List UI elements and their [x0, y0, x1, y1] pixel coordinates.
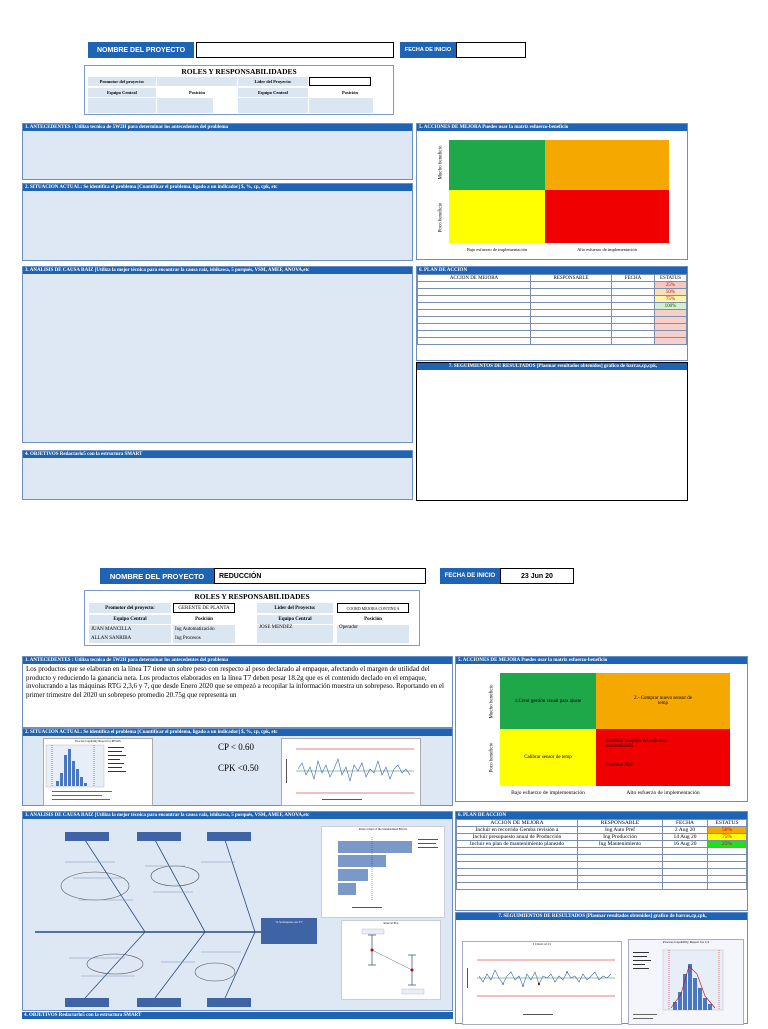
plan-cell[interactable]	[531, 338, 612, 345]
status-cell: 75%	[708, 834, 747, 841]
team-member-name: JOSE MENDEZ	[257, 625, 333, 643]
promoter-label: Promotor del proyecto:	[89, 603, 171, 613]
pareto-svg	[322, 831, 444, 917]
start-date-field-2[interactable]: 23 Jun 20	[500, 568, 574, 584]
section-acciones-mejora	[416, 123, 688, 260]
plan-responsible: Ing Mantenimiento	[578, 841, 663, 848]
chart-title: Process Capability Report for PESOS	[75, 739, 121, 743]
plan-cell[interactable]	[418, 324, 531, 331]
leader-field[interactable]: COORD MEJORA CONTINUA	[337, 603, 409, 613]
chart-title: Process Capability Report for C2	[662, 940, 710, 944]
plan-cell[interactable]	[663, 855, 708, 862]
team-positions-field-2[interactable]	[309, 98, 373, 113]
interval-svg	[342, 925, 440, 999]
position-label: Posición	[157, 88, 237, 97]
plan-cell[interactable]	[708, 876, 747, 883]
control-chart	[281, 738, 421, 806]
plan-cell[interactable]	[578, 883, 663, 890]
plan-cell[interactable]	[531, 310, 612, 317]
status-cell[interactable]	[655, 324, 687, 331]
plan-cell[interactable]	[457, 855, 578, 862]
team-member-position: Ing Automatización	[173, 625, 235, 634]
team-label: Equipo Central	[88, 88, 156, 97]
matrix-x-low: Bajo esfuerzo de implementación	[511, 790, 585, 796]
plan-cell[interactable]	[578, 855, 663, 862]
position-label-2: Posición	[337, 615, 409, 624]
plan-date: 16 Aug 20	[663, 841, 708, 848]
matrix-x-low: Bajo esfuerzo de implementación	[466, 247, 528, 252]
plan-date: 2 Aug 20	[663, 827, 708, 834]
matrix-y-low: Poco beneficio	[489, 742, 495, 772]
project-name-field-2[interactable]: REDUCCIÓN	[214, 568, 426, 584]
status-cell[interactable]	[655, 310, 687, 317]
matrix-quadrant-yellow[interactable]	[449, 190, 545, 243]
cpk-value: CPK <0.50	[218, 763, 259, 773]
plan-cell[interactable]	[612, 282, 655, 289]
matrix-item: Cambiar PLC	[606, 763, 634, 768]
project-name-label-2: NOMBRE DEL PROYECTO	[100, 568, 214, 584]
section-antecedentes[interactable]	[22, 123, 413, 180]
antecedentes-text: Los productos que se elaboran en la línea T7 tiene un sobre peso con respecto al peso declarado al empaque, afectando el margen de utilidad del producto y reduciendo la ganancia neta. Los productos elaborados en la línea T7 deben pesar 18.2g que es el contenido declado en el empaque, involucrando a las máquinas RTG 2,3,6 y 7, que desde Enero 2020 que se empezó a recopilar la información muestra un sobrepeso. Reportando en el primer trimestre del 2020 un sobrepeso promedio 20.75g que representa un	[26, 665, 444, 699]
roles-table-2	[84, 590, 420, 646]
capability-histogram-2	[629, 944, 743, 1024]
fishbone-diagram	[25, 822, 345, 1010]
leader-label: Lider del Proyecto:	[238, 77, 308, 86]
plan-cell[interactable]	[663, 862, 708, 869]
plan-cell[interactable]	[663, 848, 708, 855]
control-chart-svg	[282, 739, 420, 805]
team-positions-field[interactable]	[157, 98, 213, 113]
project-name-label: NOMBRE DEL PROYECTO	[88, 42, 194, 58]
matrix-quadrant-red[interactable]	[596, 729, 730, 786]
plan-cell[interactable]	[708, 883, 747, 890]
plan-header: ACCION DE MEJORA	[418, 275, 531, 282]
plan-responsible: Ing Producción	[578, 834, 663, 841]
plan-cell[interactable]	[531, 296, 612, 303]
status-cell: 100%	[655, 303, 687, 310]
plan-cell[interactable]	[612, 310, 655, 317]
plan-cell[interactable]	[531, 331, 612, 338]
promoter-label: Promotor del proyecto:	[88, 77, 156, 86]
plan-cell[interactable]	[612, 303, 655, 310]
roles-title: ROLES Y RESPONSABILIDADES	[194, 592, 310, 601]
interval-plot	[341, 920, 441, 1000]
matrix-y-high: Mucho beneficio	[489, 683, 495, 719]
plan-cell[interactable]	[418, 303, 531, 310]
plan-cell[interactable]	[708, 869, 747, 876]
plan-cell[interactable]	[663, 883, 708, 890]
cp-value: CP < 0.60	[218, 742, 254, 752]
plan-cell[interactable]	[578, 862, 663, 869]
section-analisis-causa-2	[22, 811, 453, 1011]
plan-cell[interactable]	[612, 289, 655, 296]
plan-cell[interactable]	[418, 331, 531, 338]
plan-cell[interactable]	[578, 876, 663, 883]
plan-cell[interactable]	[531, 289, 612, 296]
plan-cell[interactable]	[708, 862, 747, 869]
status-cell: 25%	[655, 282, 687, 289]
team-label-2: Equipo Central	[257, 615, 333, 624]
team-members-field[interactable]	[88, 98, 156, 113]
plan-action: Incluir en recorrido Gemba revisión a	[457, 827, 578, 834]
position-label: Posición	[173, 615, 235, 624]
plan-cell[interactable]	[612, 331, 655, 338]
matrix-item: 2.- Comprar nuevo sensor de temp	[634, 696, 692, 706]
matrix-item: 1.Crear gestión visual para ajuste	[514, 698, 582, 704]
section-title: 6. PLAN DE ACCIÓN	[417, 267, 687, 274]
section-title: 5. ACCIONES DE MEJORA Puedes usar la matriz esfuerzo-beneficio	[456, 657, 747, 664]
section-title: 4. OBJETIVOS Redactarlo5 con la estructura SMART	[23, 451, 412, 458]
matrix-x-high: Alto esfuerzo de implementación	[626, 790, 700, 796]
plan-cell[interactable]	[457, 876, 578, 883]
matrix-quadrant-orange[interactable]	[596, 673, 730, 729]
chart-title: Interval Plot	[383, 921, 399, 925]
team-member-name: ALLAN SANRIBA	[89, 634, 171, 643]
plan-cell[interactable]	[708, 855, 747, 862]
matrix-item: Calibrar sensor de temp	[524, 755, 572, 760]
section-title: 1. ANTECEDENTES : Utiliza tecnica de 5W2H para determinar los antecedentes del problema	[23, 657, 452, 664]
roles-table	[84, 65, 394, 115]
promoter-field[interactable]: GERENTE DE PLANTA	[173, 603, 235, 613]
team-label: Equipo Central	[89, 615, 171, 624]
plan-cell[interactable]	[418, 310, 531, 317]
section-plan-accion-2	[455, 811, 748, 911]
matrix-item: Cambiar maquina de peliculas automatizado	[606, 739, 667, 749]
plan-cell[interactable]	[457, 883, 578, 890]
plan-cell[interactable]	[612, 324, 655, 331]
plan-responsible: Ing Auto Pref	[578, 827, 663, 834]
section-seguimiento-2	[455, 912, 748, 1024]
plan-header: ESTATUS	[708, 820, 747, 827]
status-cell[interactable]	[655, 338, 687, 345]
fishbone-effect: % Sobrepeso en T7	[275, 920, 303, 924]
plan-header: FECHA	[663, 820, 708, 827]
plan-header: ESTATUS	[655, 275, 687, 282]
position-label-2: Posición	[309, 88, 391, 97]
start-date-field[interactable]	[456, 42, 526, 58]
plan-table	[417, 274, 687, 345]
status-cell: 50%	[708, 827, 747, 834]
plan-header: ACCION DE MEJORA	[457, 820, 578, 827]
promoter-field[interactable]	[157, 77, 237, 86]
plan-cell[interactable]	[457, 848, 578, 855]
i-chart	[462, 941, 622, 1025]
plan-date: 14 Aug 20	[663, 834, 708, 841]
chart-title: Pareto Chart of the Standardized Effects	[358, 827, 408, 831]
section-title: 2. SITUACION ACTUAL: Se identifica el problema [Cuantificar el problema, ligado a un indicador] $, %, cp, cpk, etc	[23, 729, 452, 736]
plan-cell[interactable]	[418, 296, 531, 303]
section-objetivos[interactable]	[22, 450, 413, 500]
team-member-position: Ing Procesos	[173, 634, 235, 643]
plan-table	[456, 819, 747, 890]
section-analisis-causa[interactable]	[22, 266, 413, 443]
plan-cell[interactable]	[531, 317, 612, 324]
section-title: 2. SITUACION ACTUAL: Se identifica el problema [Cuantificar el problema, ligado a un indicador] $, %, cp, cpk, etc	[23, 184, 412, 191]
plan-header: FECHA	[612, 275, 655, 282]
plan-cell[interactable]	[708, 848, 747, 855]
section-acciones-mejora-2	[455, 656, 748, 802]
matrix-quadrant-green[interactable]	[449, 140, 545, 190]
matrix-y-low: Poco beneficio	[438, 202, 444, 232]
section-title: 7. SEGUIMIENTOS DE RESULTADOS [Plasmar resultados obtenidos] grafico de barras,cp,cpk,	[417, 363, 687, 370]
start-date-label: FECHA DE INICIO	[400, 42, 456, 58]
plan-cell[interactable]	[663, 869, 708, 876]
team-members-field-2[interactable]	[238, 98, 308, 113]
plan-cell[interactable]	[612, 338, 655, 345]
plan-cell[interactable]	[457, 862, 578, 869]
section-title: 4. OBJETIVOS Redactarlo5 con la estructura SMART	[22, 1012, 453, 1019]
section-objetivos-2	[22, 1012, 453, 1024]
matrix-quadrant-red[interactable]	[545, 190, 669, 243]
plan-cell[interactable]	[418, 289, 531, 296]
matrix-quadrant-green[interactable]	[500, 673, 596, 729]
capability-histogram	[44, 743, 152, 805]
plan-cell[interactable]	[531, 282, 612, 289]
chart-title: I Chart of Cl	[533, 942, 551, 946]
plan-cell[interactable]	[578, 848, 663, 855]
section-title: 5. ACCIONES DE MEJORA Puedes usar la matriz esfuerzo-beneficio	[417, 124, 687, 131]
matrix-x-high: Alto esfuerzo de implementación	[577, 247, 637, 252]
team-member-position: Operador	[337, 625, 409, 643]
roles-title: ROLES Y RESPONSABILIDADES	[181, 67, 297, 76]
start-date-label-2: FECHA DE INICIO	[440, 568, 500, 584]
status-cell: 75%	[655, 296, 687, 303]
section-situacion-actual-2	[22, 728, 453, 806]
plan-cell[interactable]	[418, 282, 531, 289]
plan-header: RESPONSABLE	[578, 820, 663, 827]
status-cell: 50%	[655, 289, 687, 296]
plan-cell[interactable]	[457, 869, 578, 876]
section-seguimiento[interactable]	[416, 362, 688, 501]
plan-cell[interactable]	[578, 869, 663, 876]
plan-action: Incluir en plan de mantenimiento planeado	[457, 841, 578, 848]
status-cell: 25%	[708, 841, 747, 848]
capability-chart-2	[628, 939, 744, 1025]
team-member-name: JUAN MANCILLA	[89, 625, 171, 634]
plan-cell[interactable]	[531, 324, 612, 331]
section-antecedentes-2	[22, 656, 453, 728]
matrix-quadrant-orange[interactable]	[545, 140, 669, 190]
status-cell[interactable]	[655, 317, 687, 324]
matrix-y-high: Mucho beneficio	[438, 144, 444, 180]
capability-chart	[43, 738, 153, 806]
plan-cell[interactable]	[612, 296, 655, 303]
plan-action: Incluir presupuesto anual de Producción	[457, 834, 578, 841]
section-title: 3. ANALISIS DE CAUSA RAIZ [Utiliza la mejor técnica para encontrar la causa raiz, ishikawa, 5 porqués, VSM, AMEF, ANOVA,etc	[23, 812, 452, 819]
section-situacion-actual[interactable]	[22, 183, 413, 261]
plan-header: RESPONSABLE	[531, 275, 612, 282]
section-title: 6. PLAN DE ACCIÓN	[456, 812, 747, 819]
matrix-quadrant-yellow[interactable]	[500, 729, 596, 786]
plan-cell[interactable]	[418, 338, 531, 345]
section-title: 3. ANALISIS DE CAUSA RAIZ [Utiliza la mejor técnica para encontrar la causa raiz, ishikawa, 5 porqués, VSM, AMEF, ANOVA,etc	[23, 267, 412, 274]
team-label-2: Equipo Central	[238, 88, 308, 97]
section-plan-accion	[416, 266, 688, 361]
status-cell[interactable]	[655, 331, 687, 338]
section-title: 1. ANTECEDENTES : Utiliza tecnica de 5W2H para determinar los antecedentes del problema	[23, 124, 412, 131]
plan-cell[interactable]	[531, 303, 612, 310]
leader-label: Lider del Proyecto:	[257, 603, 333, 613]
pareto-chart	[321, 826, 445, 918]
plan-cell[interactable]	[663, 876, 708, 883]
i-chart-svg	[463, 946, 621, 1024]
leader-field[interactable]	[309, 77, 371, 86]
project-name-field[interactable]	[196, 42, 394, 58]
plan-cell[interactable]	[612, 317, 655, 324]
plan-cell[interactable]	[418, 317, 531, 324]
section-title: 7. SEGUIMIENTOS DE RESULTADOS [Plasmar resultados obtenidos] grafico de barras,cp,cpk,	[456, 913, 747, 920]
